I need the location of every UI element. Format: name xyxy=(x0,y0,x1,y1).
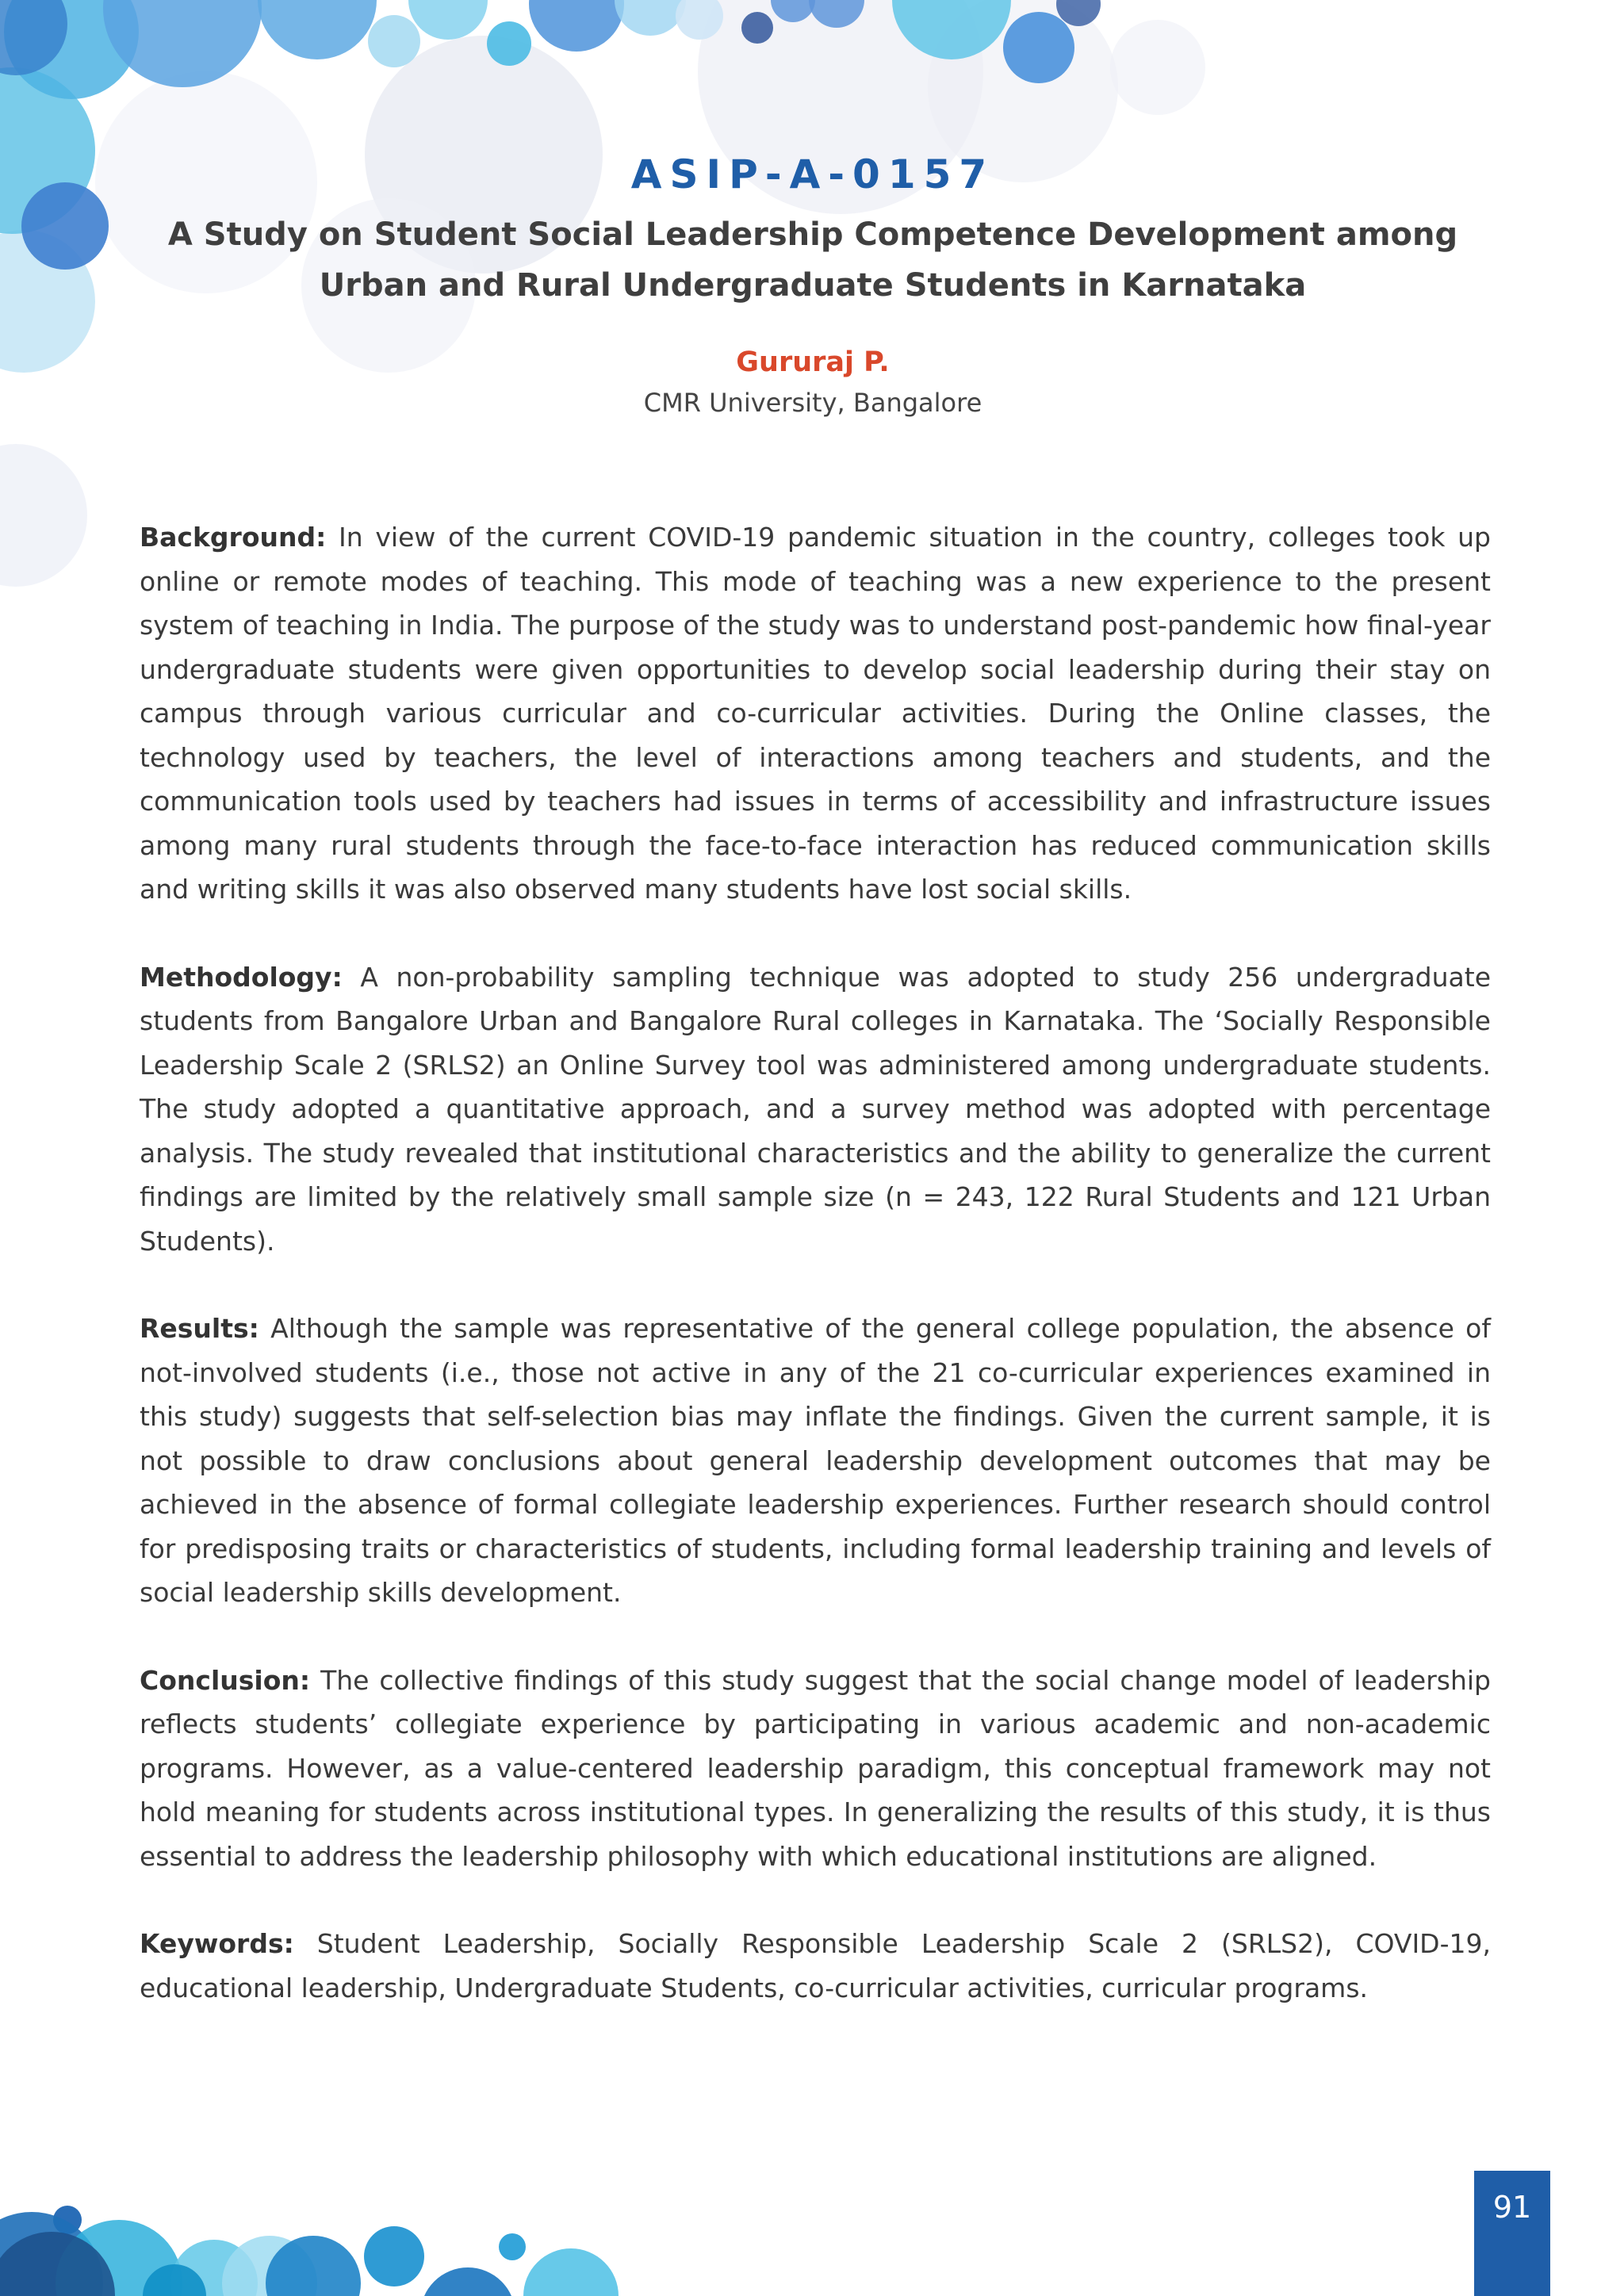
abstract-body xyxy=(140,515,1491,2053)
section-results xyxy=(140,1307,1491,1615)
blue-bubble xyxy=(408,0,488,40)
blue-bubble xyxy=(258,0,377,59)
section-text-background: In view of the current COVID-19 pandemic situation in the country, colleges took up online or remote modes of teaching. This mode of teaching was a new experience to the present system of teaching in India. The purpose of the study was to understand post-pandemic how final-year undergraduate students were given opportunities to develop social leadership during their stay on campus through various curricular and co-curricular activities. During the Online classes, the technology used by teachers, the level of interactions among teachers and students, and the communication tools used by teachers had issues in terms of accessibility and infrastructure issues among many rural students through the face-to-face interaction has reduced communication skills and writing skills it was also observed many students have lost social skills. xyxy=(140,522,1491,905)
pale-bubble xyxy=(1110,20,1205,115)
paper-title-line-2: Urban and Rural Undergraduate Students in Karnataka xyxy=(319,267,1307,304)
blue-bubble xyxy=(529,0,624,52)
section-label-background: Background: xyxy=(140,522,327,553)
author-name: Gururaj P. xyxy=(736,346,890,378)
section-label-results: Results: xyxy=(140,1313,259,1344)
paper-id: ASIP-A-0157 xyxy=(630,151,995,197)
section-keywords xyxy=(140,1922,1491,2010)
blue-bubble xyxy=(364,2226,424,2286)
blue-bubble xyxy=(523,2248,619,2296)
blue-bubble xyxy=(420,2267,515,2296)
section-background xyxy=(140,515,1491,912)
blue-bubble xyxy=(487,21,531,66)
section-text-methodology: A non-probability sampling technique was adopted to study 256 undergraduate students from Bangalore Urban and Bangalore Rural colleges in Karnataka. The ‘Socially Responsible Leadership Scale 2 (SRLS2) an Online Survey tool was administered among undergraduate students. The study adopted a quantitative approach, and a survey method was adopted with percentage analysis. The study revealed that institutional characteristics and the ability to generalize the current findings are limited by the relatively small sample size (n = 243, 122 Rural Students and 121 Urban Students). xyxy=(140,961,1491,1257)
author-affiliation: CMR University, Bangalore xyxy=(643,388,982,418)
paper-title xyxy=(127,209,1499,311)
section-methodology xyxy=(140,955,1491,1264)
blue-bubble xyxy=(499,2233,526,2260)
abstract-header xyxy=(127,151,1499,420)
section-text-keywords: Student Leadership, Socially Responsible Leadership Scale 2 (SRLS2), COVID-19, educational leadership, Undergraduate Students, co-curricular activities, curricular programs. xyxy=(140,1928,1491,2003)
blue-bubble xyxy=(21,182,109,270)
blue-bubble xyxy=(103,0,262,87)
section-label-keywords: Keywords: xyxy=(140,1928,294,1959)
blue-bubble xyxy=(1003,12,1074,83)
blue-bubble xyxy=(741,12,773,44)
section-label-conclusion: Conclusion: xyxy=(140,1664,311,1696)
blue-bubble xyxy=(615,0,686,36)
section-label-methodology: Methodology: xyxy=(140,961,343,993)
page-number: 91 xyxy=(1474,2171,1550,2296)
section-conclusion xyxy=(140,1659,1491,1879)
paper-title-line-1: A Study on Student Social Leadership Competence Development among xyxy=(167,216,1458,253)
section-text-conclusion: The collective findings of this study suggest that the social change model of leadership reflects students’ collegiate experience by participating in various academic and non-academic programs. However, as a value-centered leadership paradigm, this conceptual framework may not hold meaning for students across institutional types. In generalizing the results of this study, it is thus essential to address the leadership philosophy with which educational institutions are aligned. xyxy=(140,1664,1491,1872)
pale-bubble xyxy=(0,444,87,587)
blue-bubble xyxy=(368,15,420,67)
section-text-results: Although the sample was representative of the general college population, the absence of not-involved students (i.e., those not active in any of the 21 co-curricular experiences examined in this study) suggests that self-selection bias may inflate the findings. Given the current sample, it is not possible to draw conclusions about general leadership development outcomes that may be achieved in the absence of formal collegiate leadership experiences. Further research should control for predisposing traits or characteristics of students, including formal leadership training and levels of social leadership skills development. xyxy=(140,1313,1491,1608)
